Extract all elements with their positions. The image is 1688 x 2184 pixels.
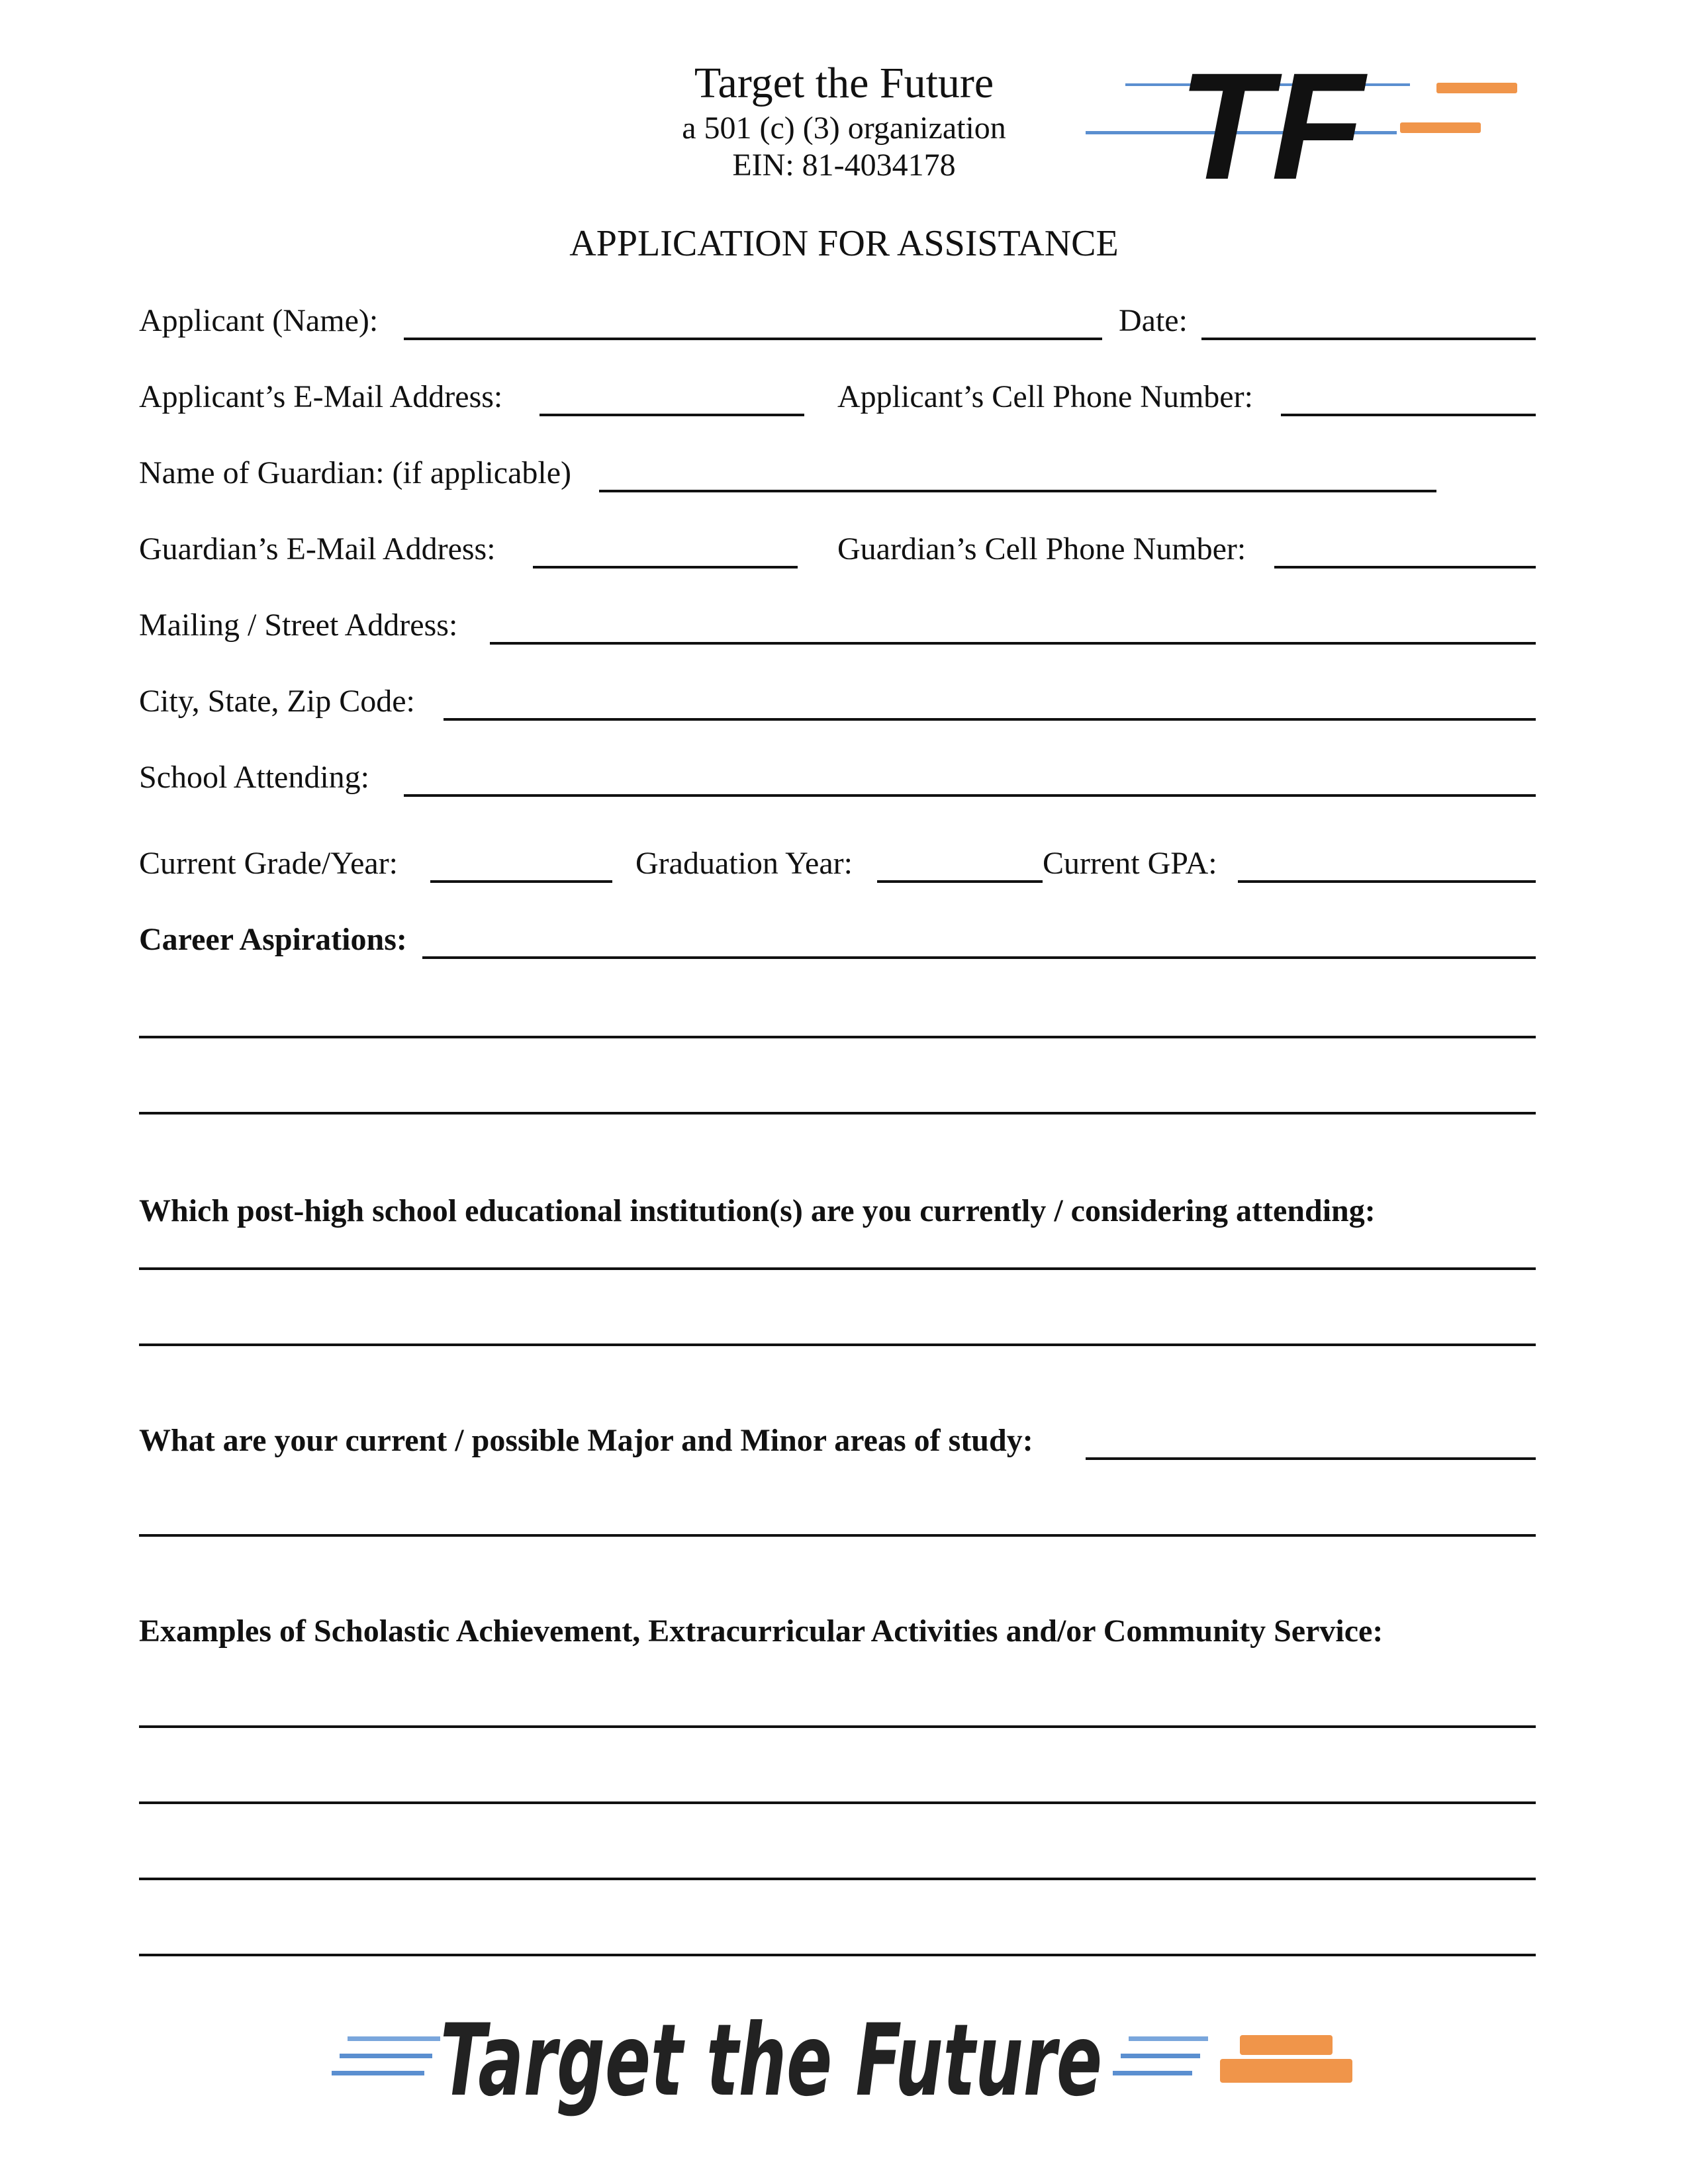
applicant-phone-input[interactable] — [1281, 414, 1536, 416]
guardian-email-label: Guardian’s E-Mail Address: — [139, 531, 496, 567]
school-row — [139, 754, 1536, 801]
city-state-zip-label: City, State, Zip Code: — [139, 684, 415, 719]
logo-bar — [1400, 122, 1481, 133]
school-label: School Attending: — [139, 760, 369, 795]
academic-row — [139, 841, 1536, 887]
org-ein: EIN: 81-4034178 — [732, 148, 956, 183]
major-minor-line[interactable] — [139, 1534, 1536, 1537]
applicant-phone-label: Applicant’s Cell Phone Number: — [837, 379, 1253, 414]
footer-stripe — [332, 2071, 424, 2075]
footer-stripe — [1113, 2071, 1192, 2075]
graduation-year-input[interactable] — [877, 880, 1043, 883]
institutions-line[interactable] — [139, 1267, 1536, 1270]
career-row — [139, 917, 1536, 963]
form-title: APPLICATION FOR ASSISTANCE — [569, 223, 1119, 264]
career-line[interactable] — [139, 1112, 1536, 1115]
applicant-contact-row — [139, 374, 1536, 420]
guardian-name-label: Name of Guardian: (if applicable) — [139, 455, 572, 490]
logo-text: TF — [1178, 53, 1364, 192]
grade-input[interactable] — [430, 880, 612, 883]
achievements-row — [139, 1608, 1536, 1655]
career-label: Career Aspirations: — [139, 922, 407, 957]
institutions-line[interactable] — [139, 1343, 1536, 1346]
applicant-email-input[interactable] — [539, 414, 804, 416]
achievements-line[interactable] — [139, 1725, 1536, 1728]
city-state-zip-row — [139, 678, 1536, 725]
guardian-name-input[interactable] — [599, 490, 1436, 492]
career-line[interactable] — [139, 1036, 1536, 1038]
guardian-name-row — [139, 450, 1536, 496]
tf-logo — [1086, 53, 1529, 192]
gpa-input[interactable] — [1238, 880, 1536, 883]
org-subtitle: a 501 (c) (3) organization — [682, 111, 1006, 146]
achievements-line[interactable] — [139, 1954, 1536, 1956]
graduation-year-label: Graduation Year: — [635, 846, 853, 881]
gpa-label: Current GPA: — [1043, 846, 1217, 881]
career-input[interactable] — [422, 956, 1536, 959]
applicant-email-label: Applicant’s E-Mail Address: — [139, 379, 503, 414]
footer-logo — [328, 1995, 1367, 2134]
achievements-label: Examples of Scholastic Achievement, Extracurricular Activities and/or Community Service: — [139, 1614, 1383, 1649]
major-minor-label: What are your current / possible Major and Minor areas of study: — [139, 1423, 1033, 1458]
footer-stripe — [1129, 2036, 1208, 2041]
guardian-phone-label: Guardian’s Cell Phone Number: — [837, 531, 1246, 567]
guardian-email-input[interactable] — [533, 566, 798, 569]
institutions-row — [139, 1188, 1536, 1234]
grade-label: Current Grade/Year: — [139, 846, 399, 881]
footer-stripe — [340, 2054, 432, 2058]
footer-stripe — [1121, 2054, 1200, 2058]
applicant-name-label: Applicant (Name): — [139, 303, 379, 338]
org-name: Target the Future — [694, 59, 994, 107]
institutions-label: Which post-high school educational institution(s) are you currently / considering attending: — [139, 1193, 1376, 1228]
major-minor-row — [139, 1418, 1536, 1464]
date-input[interactable] — [1201, 338, 1536, 340]
footer-stripe — [348, 2036, 440, 2041]
guardian-phone-input[interactable] — [1274, 566, 1536, 569]
footer-logo-text: Target the Future — [440, 2003, 1102, 2118]
guardian-contact-row — [139, 526, 1536, 572]
applicant-row — [139, 298, 1536, 344]
mailing-address-row — [139, 602, 1536, 649]
mailing-address-label: Mailing / Street Address: — [139, 608, 458, 643]
logo-bar — [1436, 83, 1517, 93]
achievements-line[interactable] — [139, 1801, 1536, 1804]
footer-bar — [1240, 2035, 1333, 2055]
city-state-zip-input[interactable] — [444, 718, 1536, 721]
major-minor-input[interactable] — [1086, 1457, 1536, 1460]
mailing-address-input[interactable] — [490, 642, 1536, 645]
date-label: Date: — [1119, 303, 1188, 338]
footer-bar — [1220, 2059, 1352, 2083]
school-input[interactable] — [404, 794, 1536, 797]
applicant-name-input[interactable] — [404, 338, 1102, 340]
achievements-line[interactable] — [139, 1878, 1536, 1880]
